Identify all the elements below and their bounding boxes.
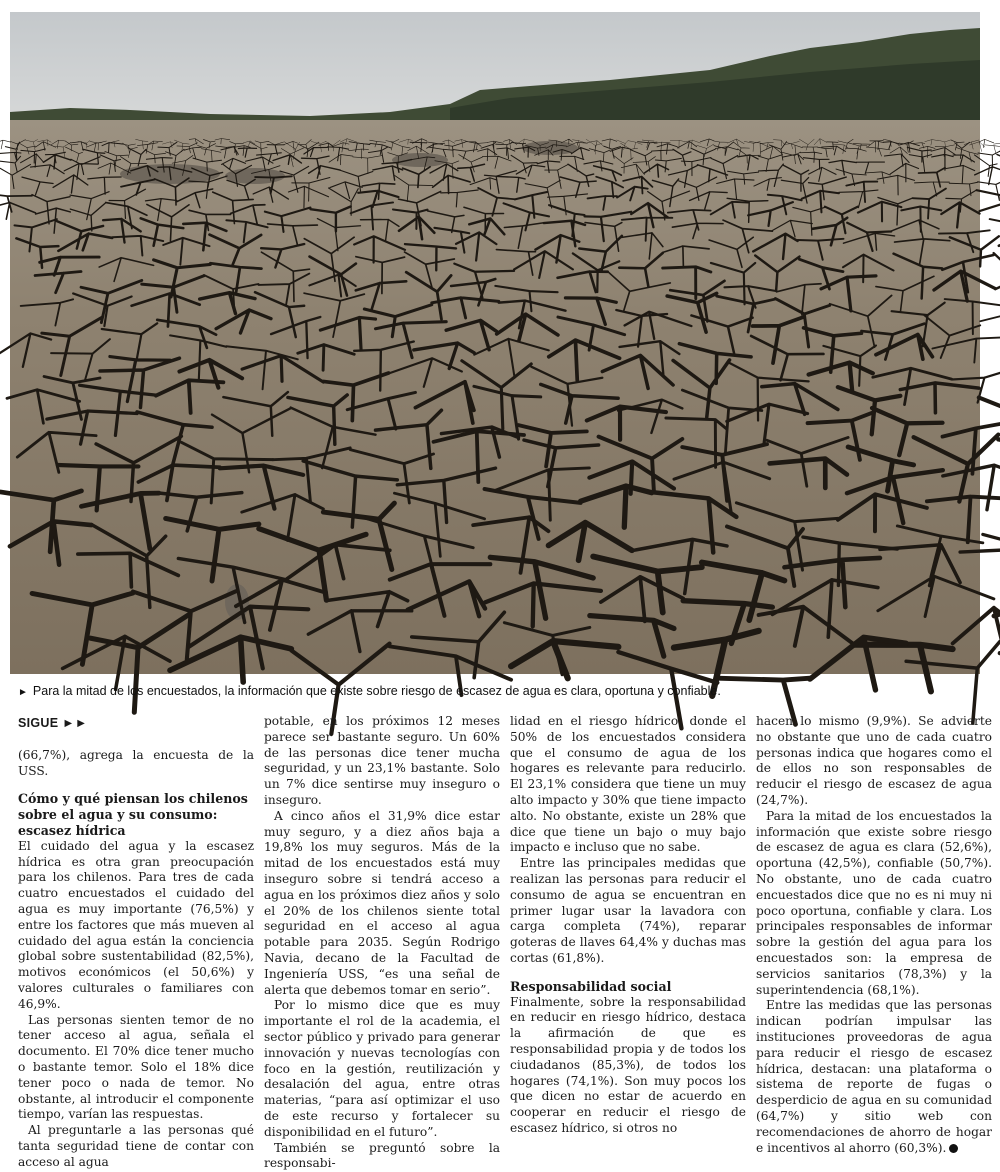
- paragraph: Al preguntarle a las personas qué tanta seguridad tiene de contar con acceso al agua: [18, 1123, 254, 1170]
- paragraph: Para la mitad de los encuestados la información que existe sobre riesgo de escasez de agua es clara (52,6%), oportuna (42,5%), confiable (50,7%). No obstante, uno de cada cuatro encuestados dice que no es ni muy ni poco oportuna, confiable y clara. Los principales responsables de informar sobre la gestión del agua para los encuestados son: la empresa de servicios sanitarios (78,3%) y la superintendencia (68,1%).: [756, 809, 992, 999]
- paragraph: Las personas sienten temor de no tener acceso al agua, señala el documento. El 70% dice tener mucho o bastante temor. Solo el 18% dice tener poco o nada de temor. No obstante, al introducir el componente tiempo, varían las respuestas.: [18, 1013, 254, 1124]
- article-column-1: [18, 714, 254, 1172]
- paragraph: También se preguntó sobre la responsabi-: [264, 1141, 500, 1172]
- paragraph: Entre las principales medidas que realizan las personas para reducir el consumo de agua se encuentran en primer lugar usar la lavadora con carga completa (74%), reparar goteras de llaves 64,4% y duchas mas cortas (61,8%).: [510, 856, 746, 967]
- crack-line: [985, 145, 1000, 155]
- paragraph: A cinco años el 31,9% dice estar muy seguro, y a diez años baja a 19,8% los muy seguros. Más de la mitad de los encuestados está muy inseguro sobre si tendrá acceso a agua en los próximos diez años y solo el 20% de los chilenos siente total seguridad en el acceso al agua potable para 2035. Según Rodrigo Navia, decano de la Facultad de Ingeniería USS, “es una señal de alerta que debemos tomar en serio”.: [264, 809, 500, 999]
- crack-line: [995, 273, 1000, 305]
- crack-line: [994, 253, 1000, 304]
- crack-line: [983, 529, 1000, 581]
- article-column-4: [756, 714, 992, 1172]
- continued-marker: SIGUE ►►: [18, 716, 254, 732]
- crack-line: [990, 219, 1000, 249]
- crack-line: [979, 398, 1000, 437]
- photo-dry-cracked-lakebed: [10, 12, 980, 674]
- photo-caption: [18, 684, 978, 700]
- crack-line: [980, 311, 1000, 338]
- article-column-2: [264, 714, 500, 1172]
- caption-marker-icon: ►: [18, 687, 28, 698]
- paragraph: potable, en los próximos 12 meses parece ser bastante seguro. Un 60% de las personas dice tener mucha seguridad, y un 23,1% bastante. Solo un 7% dice sentirse muy inseguro o inseguro.: [264, 714, 500, 809]
- paragraph: Finalmente, sobre la responsabilidad en reducir en riesgo hídrico, destaca la afirmación de que es responsabilidad propia y de todos los ciudadanos (85,3%), de todos los hogares (74,1%). Son muy pocos los que dicen no estar de acuerdo en cooperar en reducir el riesgo de escasez hídrico, si otros no: [510, 995, 746, 1137]
- paragraph: lidad en el riesgo hídrico, donde el 50% de los encuestados considera que el consumo de agua de los hogares es relevante para reducirlo. El 23,1% considera que tiene un muy alto impacto y 30% que tiene impacto alto. No obstante, existe un 28% que dice que tiene un bajo o muy bajo impacto e incluso que no sabe.: [510, 714, 746, 856]
- paragraph: [756, 998, 992, 1156]
- crack-line: [980, 203, 1000, 220]
- paragraph: Por lo mismo dice que es muy importante el rol de la academia, el sector público y privado para generar innovación y nuevas tecnologías con foco en la gestión, reutilización y desalación del agua, entre otras materias, “para así optimizar el uso de este recurso y fortalecer su disponibilidad en el futuro”.: [264, 998, 500, 1140]
- paragraph: El cuidado del agua y la escasez hídrica es otra gran preocupación para los chilenos. Para tres de cada cuatro encuestados el cuidado del agua es muy importante (76,5%) y entre los factores que más mueven al cuidado del agua están la conciencia global sobre sustentabilidad (82,5%), motivos económicos (el 50,6%) y valores culturales o familiares con 46,9%.: [18, 839, 254, 1013]
- paragraph: hacen lo mismo (9,9%). Se advierte no obstante que uno de cada cuatro personas indica que hogares como el de ellos no son responsables de reducir el riesgo de escasez de agua (24,7%).: [756, 714, 992, 809]
- paragraph: (66,7%), agrega la encuesta de la USS.: [18, 748, 254, 780]
- section-heading: Cómo y qué piensan los chilenos sobre el agua y su consumo: escasez hídrica: [18, 791, 254, 838]
- article-column-3: [510, 714, 746, 1172]
- paragraph-text: Entre las medidas que las personas indican podrían impulsar las instituciones proveedoras de agua para reducir el riesgo de escasez hídrica, destacan: una plataforma o sistema de reporte de fugas o desperdicio de agua en su comunidad (64,7%) y sitio web con recomendaciones de ahorro de hogar e incentivos al ahorro (60,3%).: [756, 998, 992, 1154]
- article-body: [18, 714, 988, 1089]
- end-of-article-dot-icon: [949, 1144, 958, 1153]
- section-heading: Responsabilidad social: [510, 979, 746, 995]
- caption-text: Para la mitad de los encuestados, la información que existe sobre riesgo de escasez de agua es clara, oportuna y confiable.: [33, 684, 721, 698]
- crack-line: [994, 143, 1000, 151]
